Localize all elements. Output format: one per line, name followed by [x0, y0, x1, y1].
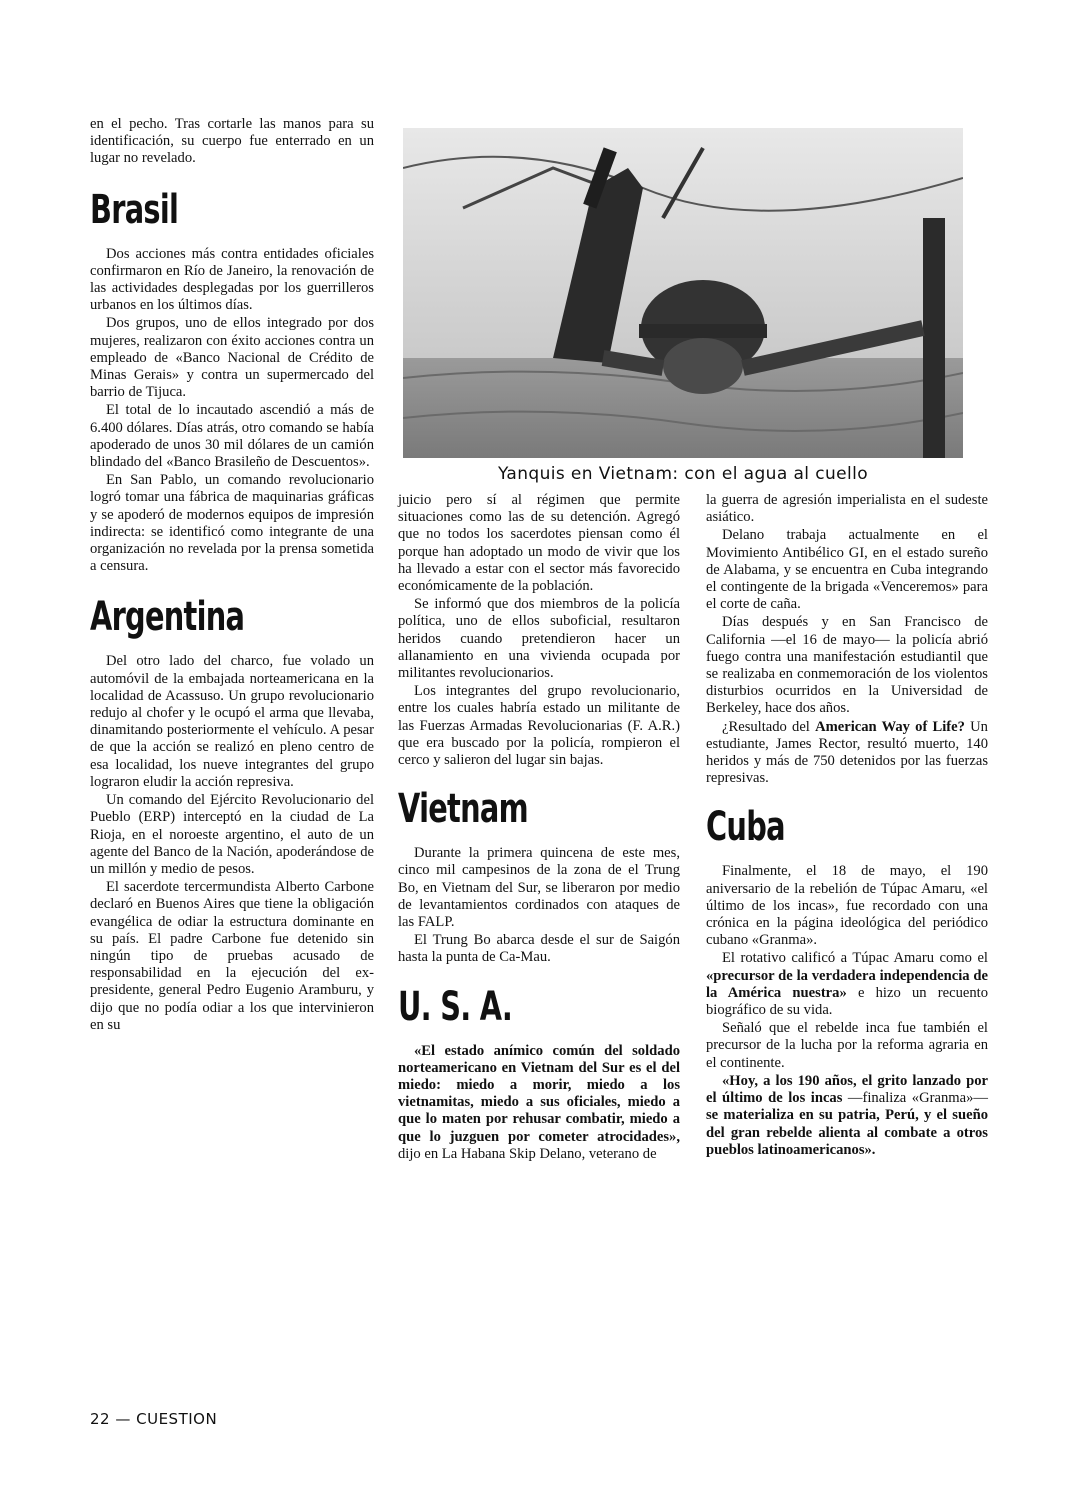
- section-title-cuba: Cuba: [706, 804, 785, 851]
- paragraph: Durante la primera quincena de este mes, cinco mil campesinos de la zona de el Trung Bo, en Vietnam del Sur, se liberaron por medio de levantamientos cordinados con ataques de las FALP.: [398, 845, 680, 931]
- text-run: —finaliza «Granma»—: [842, 1090, 988, 1107]
- bold-run: American Way of Life?: [815, 718, 965, 735]
- paragraph: la guerra de agresión imperialista en el sudeste asiático.: [706, 492, 988, 526]
- photo-soldier-in-water: [403, 128, 963, 458]
- paragraph: [706, 719, 988, 788]
- paragraph: Dos grupos, uno de ellos integrado por dos mujeres, realizaron con éxito acciones contra un empleado de «Banco Nacional de Crédito de Minas Gerais» y contra un supermercado del barrio de Tijuca.: [90, 315, 374, 401]
- paragraph: Señaló que el rebelde inca fue también el precursor de la lucha por la reforma agraria en el continente.: [706, 1020, 988, 1071]
- paragraph: El total de lo incautado ascendió a más de 6.400 dólares. Días atrás, otro comando se había apoderado de unos 30 mil dólares de un camión blindado del «Banco Brasileño de Descuentos».: [90, 402, 374, 471]
- paragraph: Finalmente, el 18 de mayo, el 190 aniversario de la rebelión de Túpac Amaru, «el último de los incas», fue recordado con una crónica en la página ideológica del periódico cubano «Granma».: [706, 863, 988, 949]
- paragraph: Del otro lado del charco, fue volado un automóvil de la embajada norteamericana en la localidad de Acassuso. Un grupo revolucionario redujo al chofer y le ocupó el arma que llevaba, dinamitando posteriormente el vehículo. A pesar de que la acción se realizó en pleno centro de esa localidad, los nueve integrantes del grupo lograron eludir la acción represiva.: [90, 653, 374, 790]
- paragraph: En San Pablo, un comando revolucionario logró tomar una fábrica de maquinarias gráficas y se apoderó de modernos equipos de impresión indirecta: se identificó como integrante de una organización no revelada por la prensa sometida a censura.: [90, 472, 374, 575]
- paragraph: juicio pero sí al régimen que permite situaciones como las de su detención. Agregó que no todos los sacerdotes piensan como él porque han adoptado un modo de vivir que los ha llevado a estar con el sector más favorecido económicamente de la población.: [398, 492, 680, 595]
- photo-caption: Yanquis en Vietnam: con el agua al cuello: [497, 464, 869, 484]
- paragraph: Se informó que dos miembros de la policía política, uno de ellos suboficial, resultaron heridos cuando pretendieron hacer un allanamiento en una vivienda ocupada por militantes revolucionarios.: [398, 596, 680, 682]
- text-run: El rotativo calificó a Túpac Amaru como el: [722, 950, 988, 967]
- column-2: [398, 492, 680, 1164]
- paragraph: [706, 1073, 988, 1159]
- paragraph: Los integrantes del grupo revolucionario, entre los cuales habría estado un militante de las Fuerzas Armadas Revolucionarias (F. A.R.) que era buscado por la policía, rompieron el cerco y salieron del lugar sin bajas.: [398, 683, 680, 769]
- paragraph: Días después y en San Francisco de California —el 16 de mayo— la policía abrió fuego contra una manifestación estudiantil que se realizaba en conmemoración de los violentos disturbios ocurridos en la Universidad de Berkeley, hace dos años.: [706, 614, 988, 717]
- text-run: Un estudiante, James Rector, resultó muerto, 140 heridos y más de 750 detenidos por las fuerzas represivas.: [706, 718, 988, 787]
- paragraph: [398, 1043, 680, 1163]
- paragraph: El sacerdote tercermundista Alberto Carbone declaró en Buenos Aires que tiene la obligación evangélica de odiar la estructura dominante en su país. El padre Carbone fue detenido sin ningún tipo de pruebas acusado de responsabilidad en la ejecución del ex-presidente, general Pedro Eugenio Aramburu, y dijo que no podía odiar a los que intervinieron en su: [90, 879, 374, 1033]
- column-1: [90, 116, 374, 1035]
- column-3: [706, 492, 988, 1160]
- paragraph: en el pecho. Tras cortarle las manos para su identificación, su cuerpo fue enterrado en un lugar no revelado.: [90, 116, 374, 167]
- bold-run: «precursor de la verdadera independencia de la América nuestra»: [706, 967, 988, 1001]
- page-footer: 22 — CUESTION: [90, 1410, 218, 1428]
- text-run: e hizo un recuento biográfico de su vida.: [706, 984, 988, 1019]
- paragraph: Un comando del Ejército Revolucionario del Pueblo (ERP) interceptó en la ciudad de La Rioja, en el noroeste argentino, el auto de un agente del Banco de la Nación, apoderándose de un millón y medio de pesos.: [90, 792, 374, 877]
- section-title-vietnam: Vietnam: [398, 786, 528, 833]
- paragraph: El Trung Bo abarca desde el sur de Saigón hasta la punta de Ca-Mau.: [398, 932, 680, 966]
- photo-illustration: [403, 128, 963, 458]
- paragraph: [706, 950, 988, 1019]
- text-run: ¿Resultado del: [722, 718, 816, 735]
- section-title-usa: U. S. A.: [398, 983, 513, 1030]
- section-title-argentina: Argentina: [90, 594, 245, 641]
- bold-run: «Hoy, a los 190 años, el grito lanzado por el último de los incas: [706, 1072, 988, 1107]
- paragraph: Delano trabaja actualmente en el Movimiento Antibélico GI, en el estado sureño de Alabama, y se encuentra en Cuba integrando el contingente de la brigada «Venceremos» para el corte de caña.: [706, 527, 988, 613]
- section-title-brasil: Brasil: [90, 186, 179, 233]
- bold-run: se materializa en su patria, Perú, y el sueño del gran rebelde alienta al combate a otros pueblos latinoamericanos».: [706, 1107, 988, 1158]
- paragraph: Dos acciones más contra entidades oficiales confirmaron en Río de Janeiro, la renovación de las actividades desplegadas por los guerrilleros urbanos en los últimos días.: [90, 245, 374, 314]
- text-run: dijo en La Habana Skip Delano, veterano de: [398, 1145, 657, 1162]
- bold-quote: «El estado anímico común del soldado norteamericano en Vietnam del Sur es el del miedo: miedo a morir, miedo a los vietnamitas, miedo a sus oficiales, miedo a que lo maten por rehusar combatir, miedo a que lo juzguen por cometer atrocidades»,: [398, 1042, 680, 1145]
